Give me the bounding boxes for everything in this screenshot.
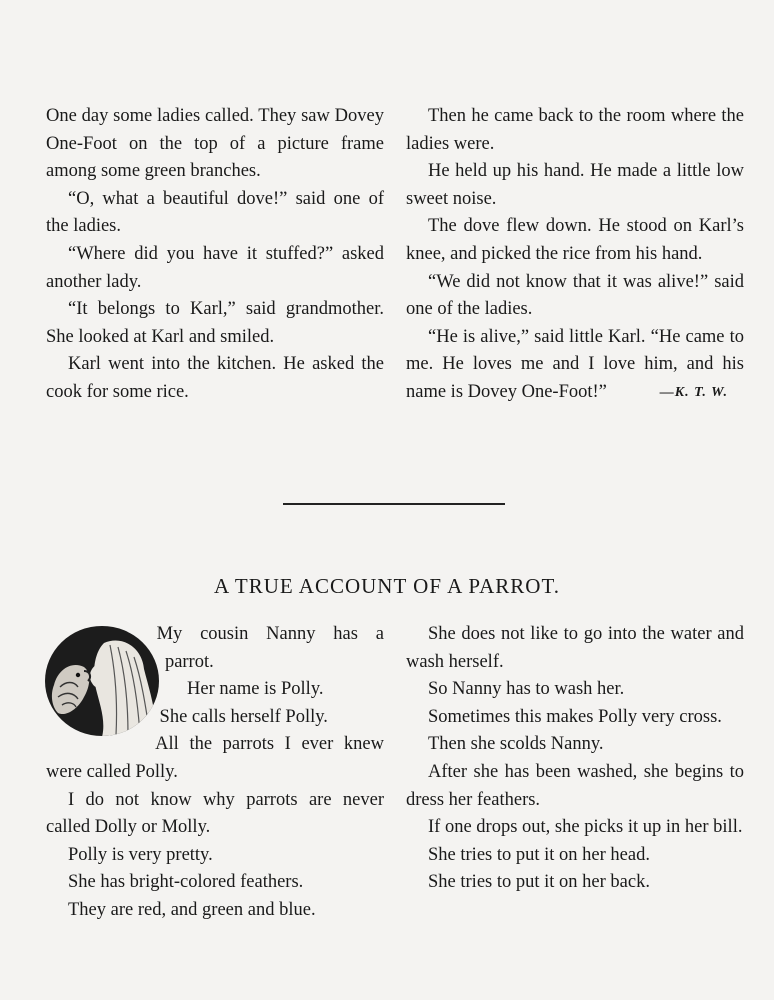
paragraph: She calls herself Polly. (159, 706, 328, 727)
author-signature: —K. T. W. (659, 384, 728, 400)
paragraph: They are red, and green and blue. (68, 899, 316, 920)
story2-column-left (46, 621, 384, 925)
paragraph: Then she scolds Nanny. (428, 734, 604, 755)
paragraph: “Where did you have it stuffed?” asked another lady. (46, 243, 384, 292)
paragraph: All the parrots I ever knew were called Polly. (46, 734, 384, 782)
paragraph: I do not know why parrots are never called Dolly or Molly. (46, 789, 384, 838)
paragraph: Her name is Polly. (187, 679, 324, 700)
paragraph: If one drops out, she picks it up in her bill. (428, 817, 743, 838)
paragraph: My cousin Nanny has a parrot. (156, 624, 384, 672)
paragraph: She does not like to go into the water and wash herself. (406, 624, 744, 672)
section-divider (283, 503, 505, 505)
paragraph: After she has been washed, she begins to dress her feathers. (406, 761, 744, 810)
paragraph: “He is alive,” said little Karl. “He came to me. He loves me and I love him, and his name is Dovey One-Foot!” —K. T. W. (406, 324, 744, 407)
story-title: A TRUE ACCOUNT OF A PARROT. (214, 574, 560, 598)
paragraph: Polly is very pretty. (68, 844, 213, 865)
paragraph: “It belongs to Karl,” said grandmother. She looked at Karl and smiled. (46, 299, 384, 347)
story1-column-left (46, 103, 384, 407)
paragraph: “We did not know that it was alive!” said one of the ladies. (406, 271, 744, 320)
paragraph: Sometimes this makes Polly very cross. (428, 706, 722, 727)
portrait-illustration (44, 625, 160, 737)
story2-column-right (406, 621, 744, 897)
paragraph: She tries to put it on her back. (428, 872, 650, 893)
paragraph: Then he came back to the room where the ladies were. (406, 106, 744, 154)
paragraph: The dove flew down. He stood on Karl’s knee, and picked the rice from his hand. (406, 216, 744, 264)
paragraph: Karl went into the kitchen. He asked the cook for some rice. (46, 354, 384, 402)
paragraph: One day some ladies called. They saw Dovey One-Foot on the top of a picture frame among some green branches. (46, 106, 384, 182)
paragraph: She has bright-colored feathers. (68, 872, 304, 893)
paragraph: So Nanny has to wash her. (428, 679, 625, 700)
paragraph: “O, what a beautiful dove!” said one of the ladies. (46, 188, 384, 237)
paragraph: He held up his hand. He made a little low sweet noise. (406, 161, 744, 209)
story1-column-right (406, 103, 744, 407)
paragraph: She tries to put it on her head. (428, 844, 650, 865)
